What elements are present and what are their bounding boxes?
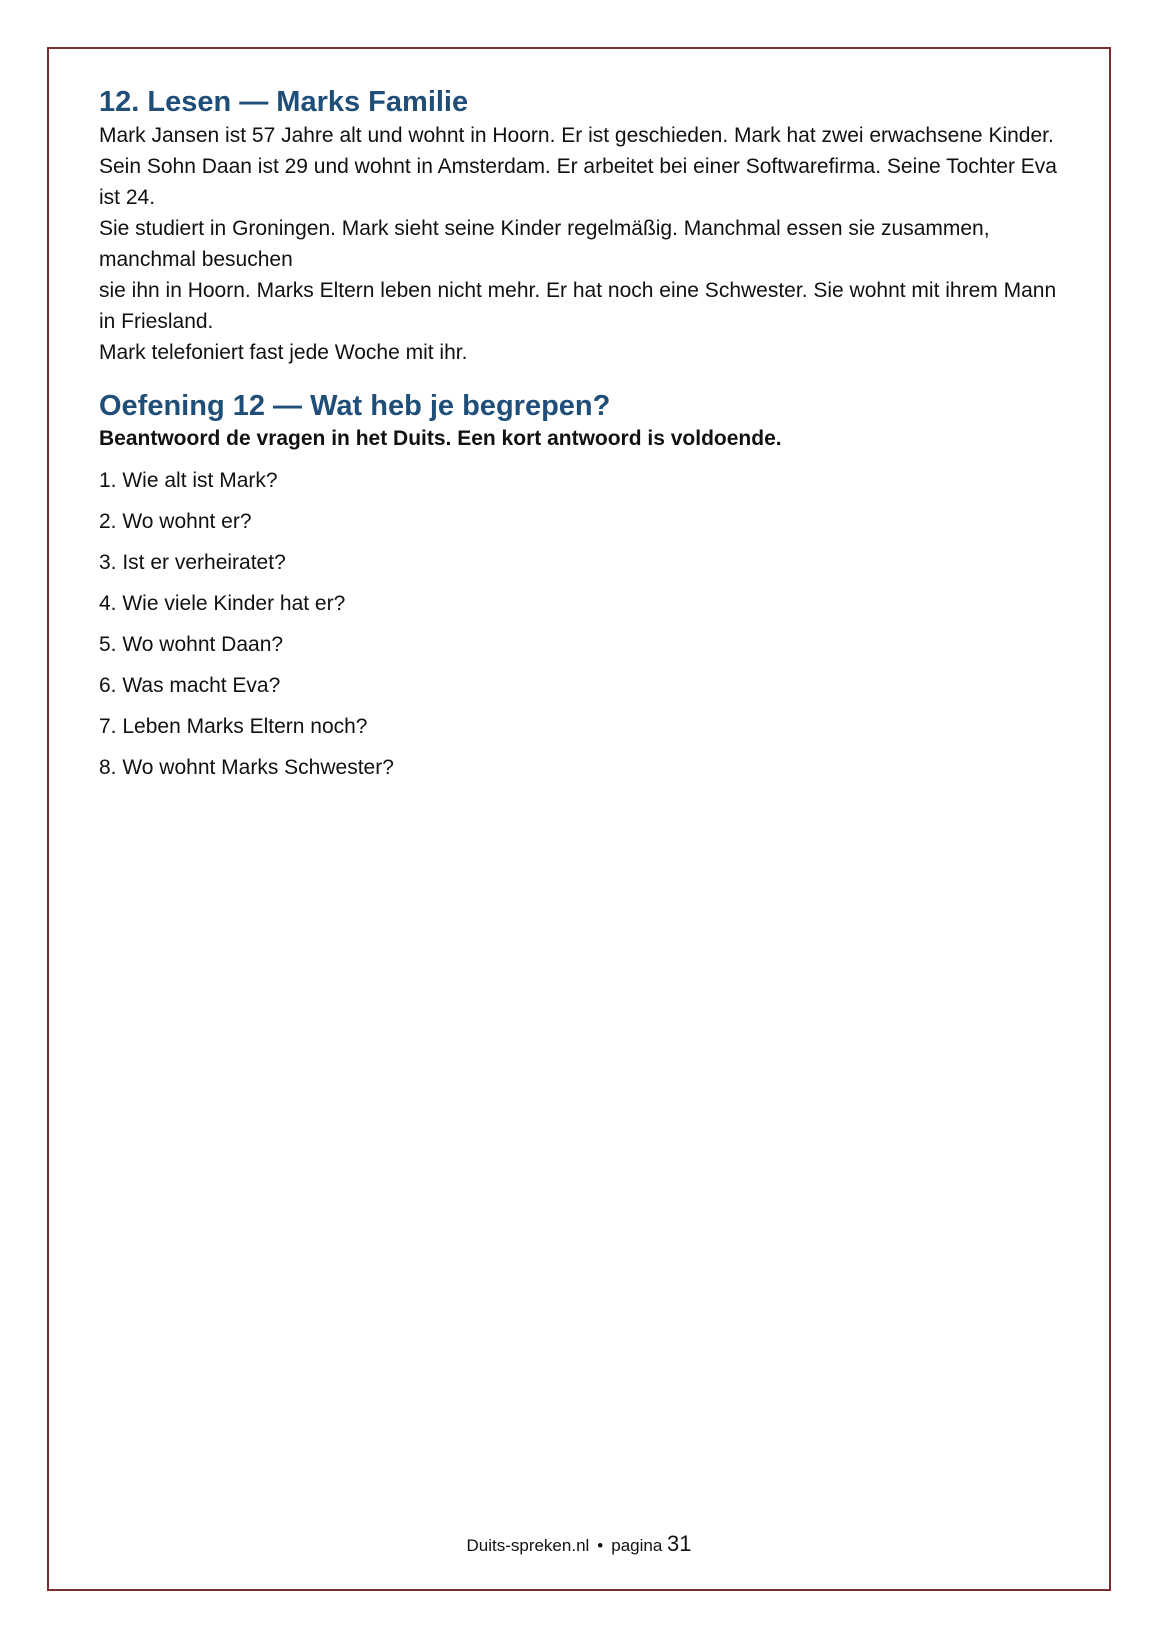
exercise-instruction: Beantwoord de vragen in het Duits. Een kort antwoord is voldoende. xyxy=(99,427,782,450)
reading-heading: 12. Lesen — Marks Familie xyxy=(99,86,469,118)
exercise-heading: Oefening 12 — Wat heb je begrepen? xyxy=(99,390,611,422)
footer-page-number: 31 xyxy=(667,1531,692,1556)
page-footer xyxy=(0,1532,1158,1558)
question-item: 2. Wo wohnt er? xyxy=(99,510,252,533)
question-item: 1. Wie alt ist Mark? xyxy=(99,469,278,492)
page-content xyxy=(99,84,1059,788)
question-list xyxy=(99,460,1059,788)
footer-page-label: pagina xyxy=(611,1536,663,1555)
reading-passage xyxy=(99,120,1059,368)
reading-line: Sie studiert in Groningen. Mark sieht seine Kinder regelmäßig. Manchmal essen sie zusammen, manchmal besuchen xyxy=(99,217,990,271)
question-item: 7. Leben Marks Eltern noch? xyxy=(99,715,368,738)
reading-line: Sein Sohn Daan ist 29 und wohnt in Amsterdam. Er arbeitet bei einer Softwarefirma. Seine Tochter Eva ist 24. xyxy=(99,155,1057,209)
reading-line: sie ihn in Hoorn. Marks Eltern leben nicht mehr. Er hat noch eine Schwester. Sie wohnt mit ihrem Mann in Friesland. xyxy=(99,279,1057,333)
question-item: 8. Wo wohnt Marks Schwester? xyxy=(99,756,394,779)
question-item: 6. Was macht Eva? xyxy=(99,674,281,697)
question-item: 3. Ist er verheiratet? xyxy=(99,551,286,574)
reading-line: Mark telefoniert fast jede Woche mit ihr. xyxy=(99,341,468,364)
reading-line: Mark Jansen ist 57 Jahre alt und wohnt in Hoorn. Er ist geschieden. Mark hat zwei erwachsene Kinder. xyxy=(99,124,1054,147)
footer-site: Duits-spreken.nl xyxy=(466,1536,590,1555)
footer-separator: • xyxy=(597,1536,604,1555)
question-item: 5. Wo wohnt Daan? xyxy=(99,633,284,656)
question-item: 4. Wie viele Kinder hat er? xyxy=(99,592,346,615)
